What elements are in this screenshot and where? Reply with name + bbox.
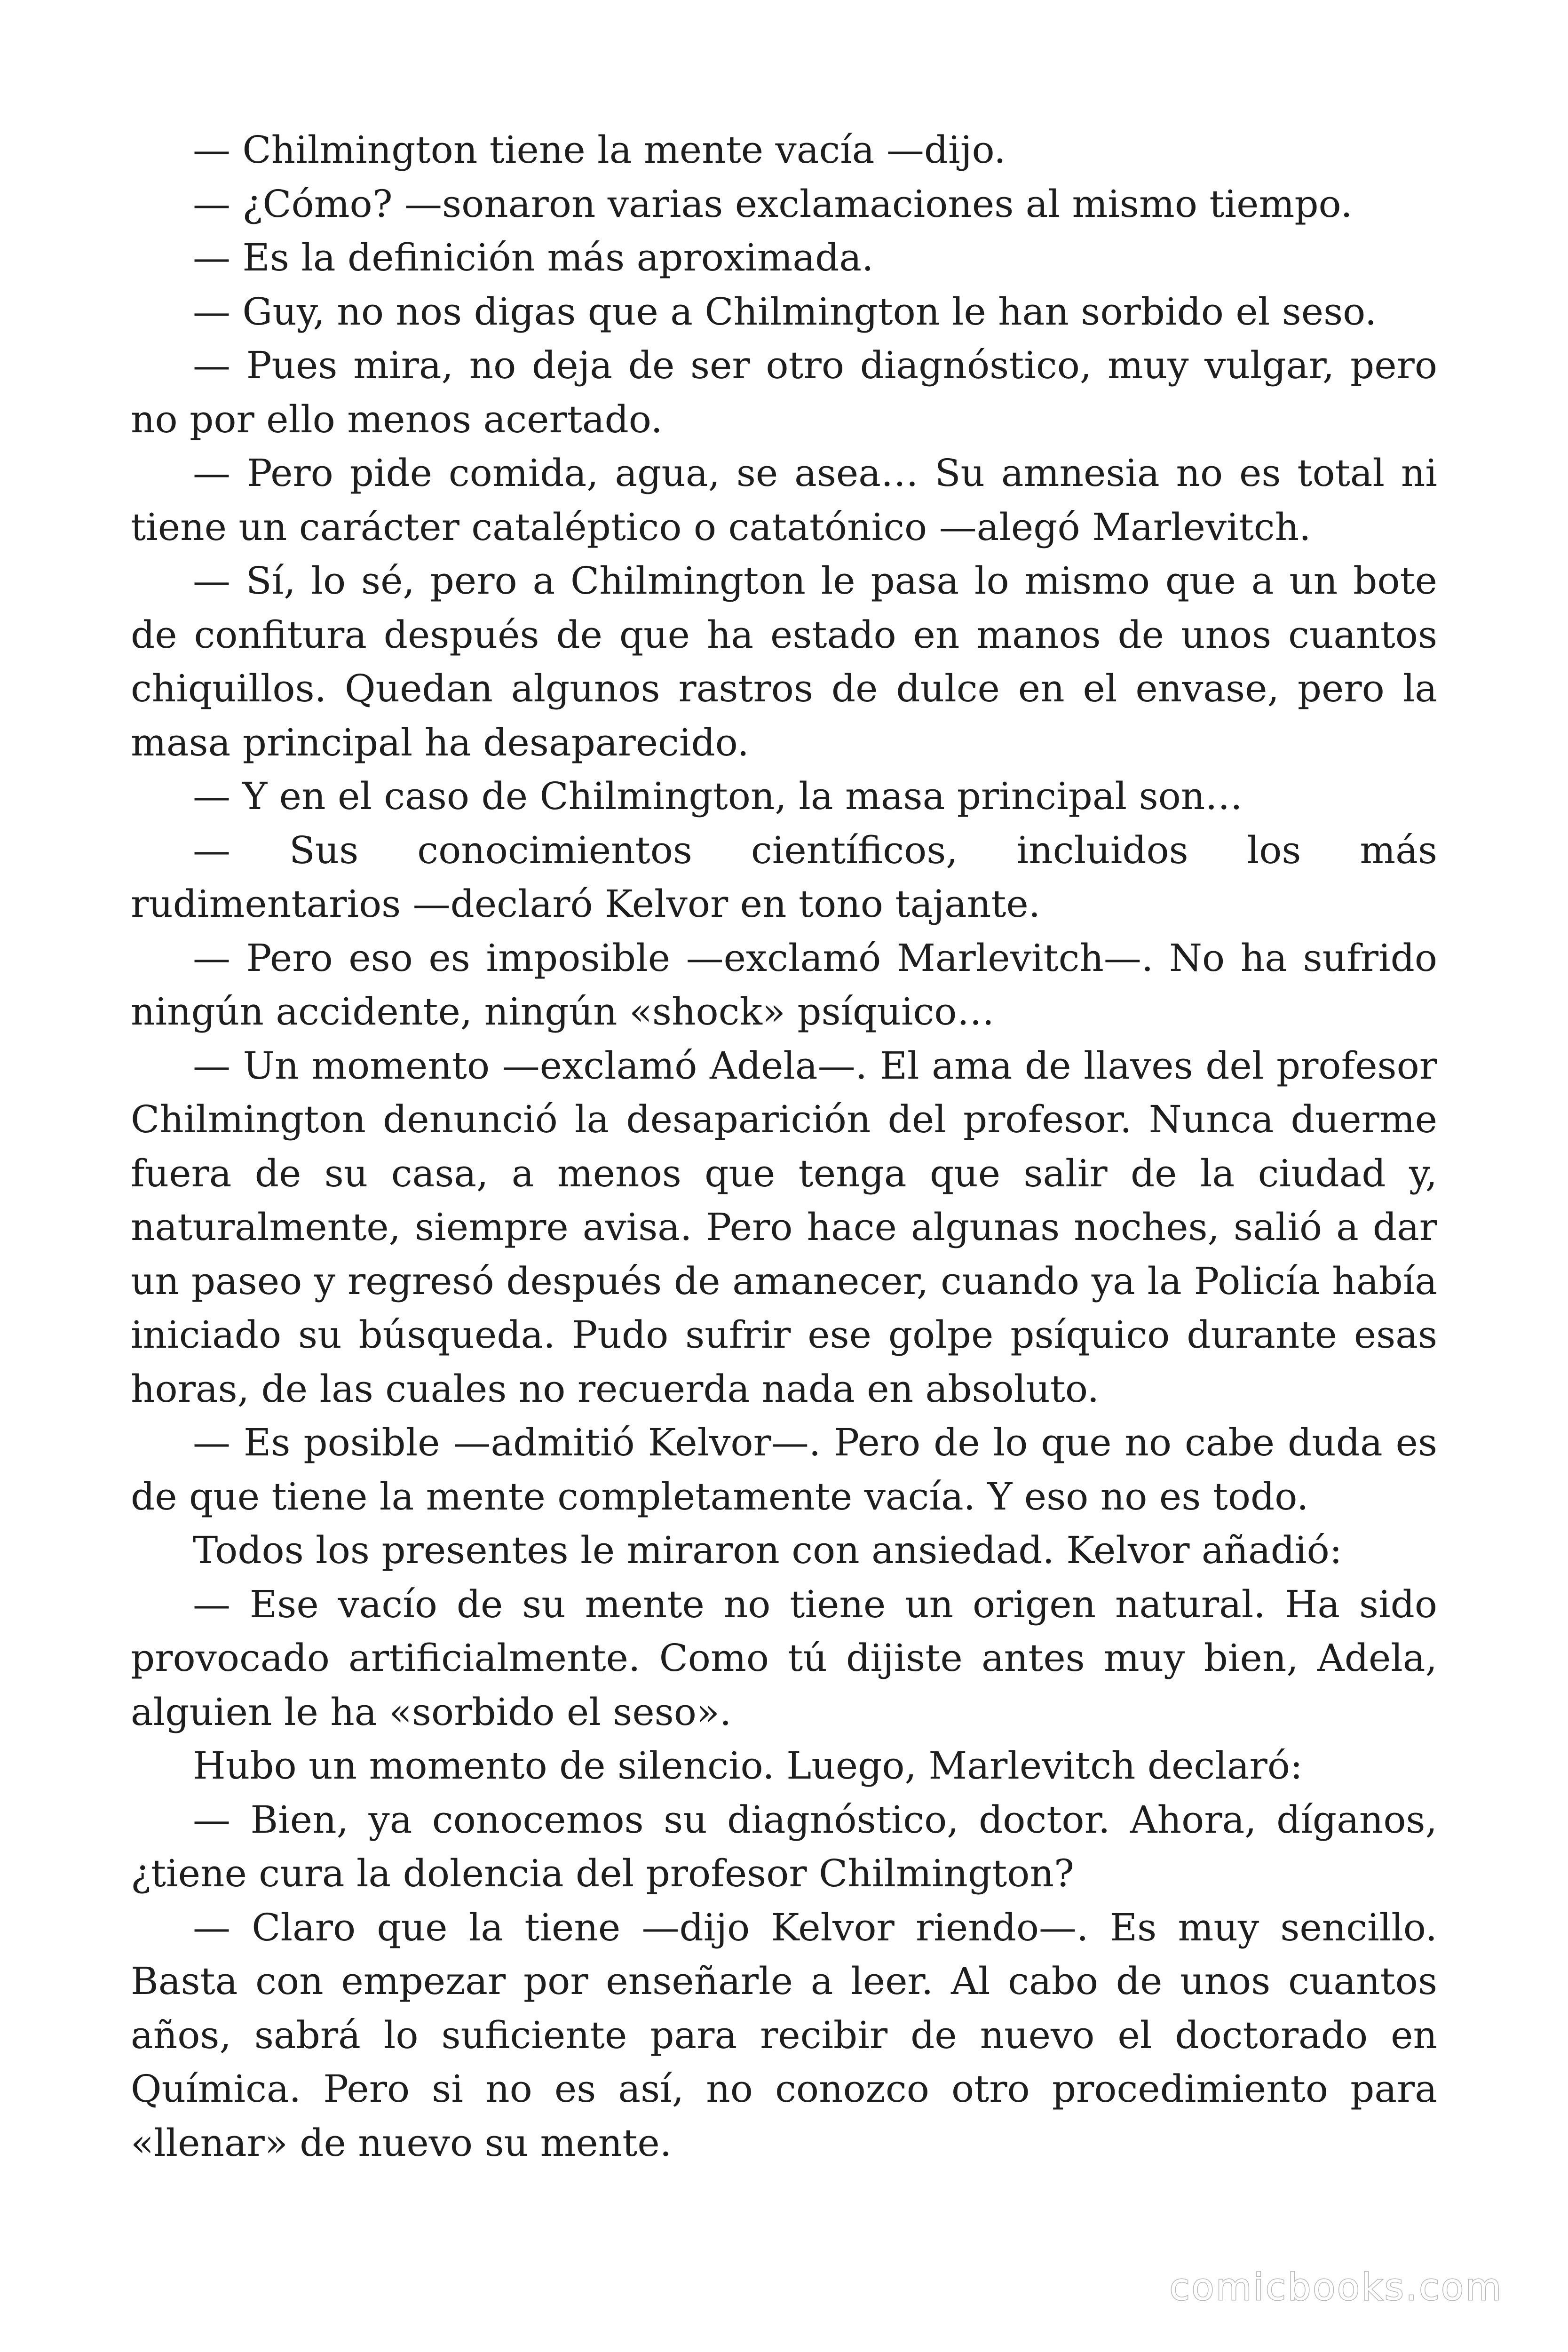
- paragraph: — Sí, lo sé, pero a Chilmington le pasa lo mismo que a un bote de confitura después de que ha estado en manos de unos cuantos chiquillos. Quedan algunos rastros de dulce en el envase, pero la masa principal ha desaparecido.: [131, 559, 1437, 764]
- paragraph: — Chilmington tiene la mente vacía —dijo.: [193, 128, 1006, 172]
- paragraph: — Ese vacío de su mente no tiene un origen natural. Ha sido provocado artificialmente. Como tú dijiste antes muy bien, Adela, alguien le ha «sorbido el seso».: [131, 1582, 1437, 1734]
- paragraph: — Guy, no nos digas que a Chilmington le han sorbido el seso.: [193, 289, 1377, 334]
- paragraph: — Pues mira, no deja de ser otro diagnóstico, muy vulgar, pero no por ello menos acertado.: [131, 343, 1437, 441]
- paragraph: Hubo un momento de silencio. Luego, Marlevitch declaró:: [193, 1744, 1303, 1788]
- body-text: [131, 123, 1437, 2170]
- paragraph: — Es posible —admitió Kelvor—. Pero de lo que no cabe duda es de que tiene la mente completamente vacía. Y eso no es todo.: [131, 1421, 1437, 1518]
- paragraph: — Es la definición más aproximada.: [193, 236, 874, 279]
- paragraph: — Claro que la tiene —dijo Kelvor riendo—. Es muy sencillo. Basta con empezar por enseñarle a leer. Al cabo de unos cuantos años, sabrá lo suficiente para recibir de nuevo el doctorado en Química. Pero si no es así, no conozco otro procedimiento para «llenar» de nuevo su mente.: [131, 1905, 1437, 2165]
- paragraph: — Pero pide comida, agua, se asea… Su amnesia no es total ni tiene un carácter cataléptico o catatónico —alegó Marlevitch.: [131, 451, 1437, 549]
- paragraph: — Bien, ya conocemos su diagnóstico, doctor. Ahora, díganos, ¿tiene cura la dolencia del profesor Chilmington?: [131, 1797, 1437, 1895]
- paragraph: — ¿Cómo? —sonaron varias exclamaciones al mismo tiempo.: [193, 182, 1353, 226]
- paragraph: — Pero eso es imposible —exclamó Marlevitch—. No ha sufrido ningún accidente, ningún «shock» psíquico…: [131, 936, 1437, 1033]
- paragraph: — Sus conocimientos científicos, incluidos los más rudimentarios —declaró Kelvor en tono tajante.: [131, 828, 1437, 926]
- paragraph: — Un momento —exclamó Adela—. El ama de llaves del profesor Chilmington denunció la desaparición del profesor. Nunca duerme fuera de su casa, a menos que tenga que salir de la ciudad y, naturalmente, siempre avisa. Pero hace algunas noches, salió a dar un paseo y regresó después de amanecer, cuando ya la Policía había iniciado su búsqueda. Pudo sufrir ese golpe psíquico durante esas horas, de las cuales no recuerda nada en absoluto.: [131, 1043, 1437, 1411]
- watermark: comicbooks.com: [1169, 2266, 1503, 2309]
- paragraph: — Y en el caso de Chilmington, la masa principal son…: [193, 774, 1243, 818]
- paragraph: Todos los presentes le miraron con ansiedad. Kelvor añadió:: [193, 1528, 1342, 1572]
